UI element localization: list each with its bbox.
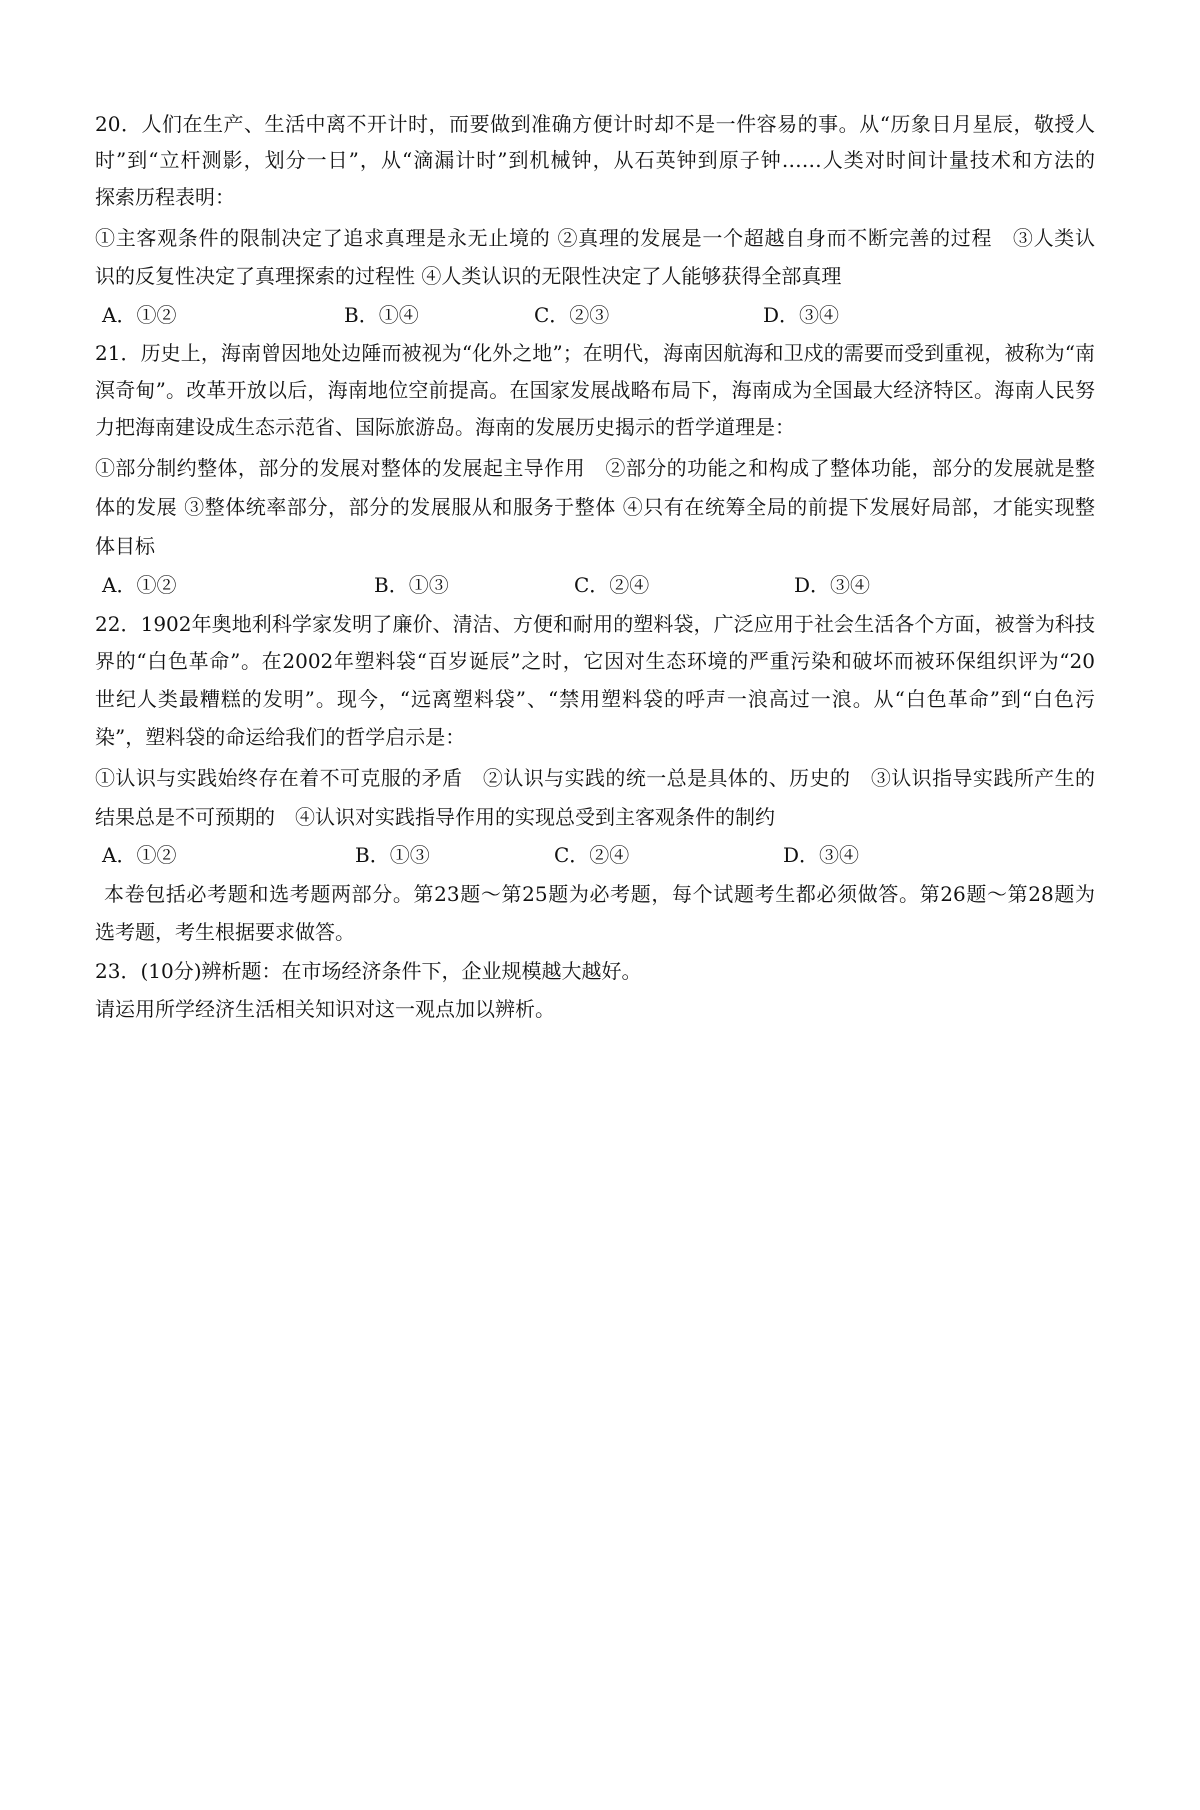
question-23-prompt: 请运用所学经济生活相关知识对这一观点加以辨析。 <box>95 997 555 1021</box>
question-20-option-b: B．①④ <box>344 303 419 327</box>
question-21-option-c: C．②④ <box>574 573 650 597</box>
question-21-option-d: D．③④ <box>794 573 871 597</box>
question-22-option-d: D．③④ <box>783 843 860 867</box>
question-21-option-b: B．①③ <box>374 573 449 597</box>
section-note-line-2: 选考题，考生根据要求做答。 <box>95 920 355 944</box>
question-20-line-2: 时”到“立杆测影，划分一日”，从“滴漏计时”到机械钟，从石英钟到原子钟……人类对时间计量技术和方法的 <box>95 148 1095 172</box>
question-21-line-1: 21．历史上，海南曾因地处边陲而被视为“化外之地”；在明代，海南因航海和卫戍的需要而受到重视，被称为“南 <box>95 341 1095 365</box>
section-note-line-1: 本卷包括必考题和选考题两部分。第23题～第25题为必考题，每个试题考生都必须做答。第26题～第28题为 <box>104 882 1095 906</box>
question-22-option-c: C．②④ <box>554 843 630 867</box>
question-22-statement-line-2: 结果总是不可预期的 ④认识对实践指导作用的实现总受到主客观条件的制约 <box>95 805 775 829</box>
question-20-line-3: 探索历程表明： <box>95 185 235 209</box>
question-20-option-a: A．①② <box>102 303 177 327</box>
question-20-line-1: 20．人们在生产、生活中离不开计时，而要做到准确方便计时却不是一件容易的事。从“历象日月星辰，敬授人 <box>95 112 1095 136</box>
question-20-statement-line-2: 识的反复性决定了真理探索的过程性 ④人类认识的无限性决定了人能够获得全部真理 <box>95 264 842 288</box>
question-23-title: 23．(10分)辨析题：在市场经济条件下，企业规模越大越好。 <box>95 959 642 983</box>
question-21-statement-line-3: 体目标 <box>95 534 155 558</box>
question-22-option-a: A．①② <box>102 843 177 867</box>
question-22-line-4: 染”，塑料袋的命运给我们的哲学启示是： <box>95 725 466 749</box>
question-21-statement-line-1: ①部分制约整体，部分的发展对整体的发展起主导作用 ②部分的功能之和构成了整体功能，部分的发展就是整 <box>95 456 1095 480</box>
question-20-option-c: C．②③ <box>534 303 610 327</box>
question-22-line-1: 22．1902年奥地利科学家发明了廉价、清洁、方便和耐用的塑料袋，广泛应用于社会生活各个方面，被誉为科技 <box>95 612 1095 636</box>
question-22-line-2: 界的“白色革命”。在2002年塑料袋“百岁诞辰”之时，它因对生态环境的严重污染和破坏而被环保组织评为“20 <box>95 649 1095 673</box>
question-22-option-b: B．①③ <box>355 843 430 867</box>
question-21-option-a: A．①② <box>102 573 177 597</box>
question-21-line-3: 力把海南建设成生态示范省、国际旅游岛。海南的发展历史揭示的哲学道理是： <box>95 415 795 439</box>
question-21-line-2: 溟奇甸”。改革开放以后，海南地位空前提高。在国家发展战略布局下，海南成为全国最大经济特区。海南人民努 <box>95 378 1095 402</box>
question-22-line-3: 世纪人类最糟糕的发明”。现今，“远离塑料袋”、“禁用塑料袋的呼声一浪高过一浪。从“白色革命”到“白色污 <box>95 687 1095 711</box>
question-22-statement-line-1: ①认识与实践始终存在着不可克服的矛盾 ②认识与实践的统一总是具体的、历史的 ③认识指导实践所产生的 <box>95 766 1095 790</box>
question-21-statement-line-2: 体的发展 ③整体统率部分，部分的发展服从和服务于整体 ④只有在统筹全局的前提下发展好局部，才能实现整 <box>95 495 1095 519</box>
question-20-option-d: D．③④ <box>763 303 840 327</box>
question-20-statement-line-1: ①主客观条件的限制决定了追求真理是永无止境的 ②真理的发展是一个超越自身而不断完善的过程 ③人类认 <box>95 226 1095 250</box>
